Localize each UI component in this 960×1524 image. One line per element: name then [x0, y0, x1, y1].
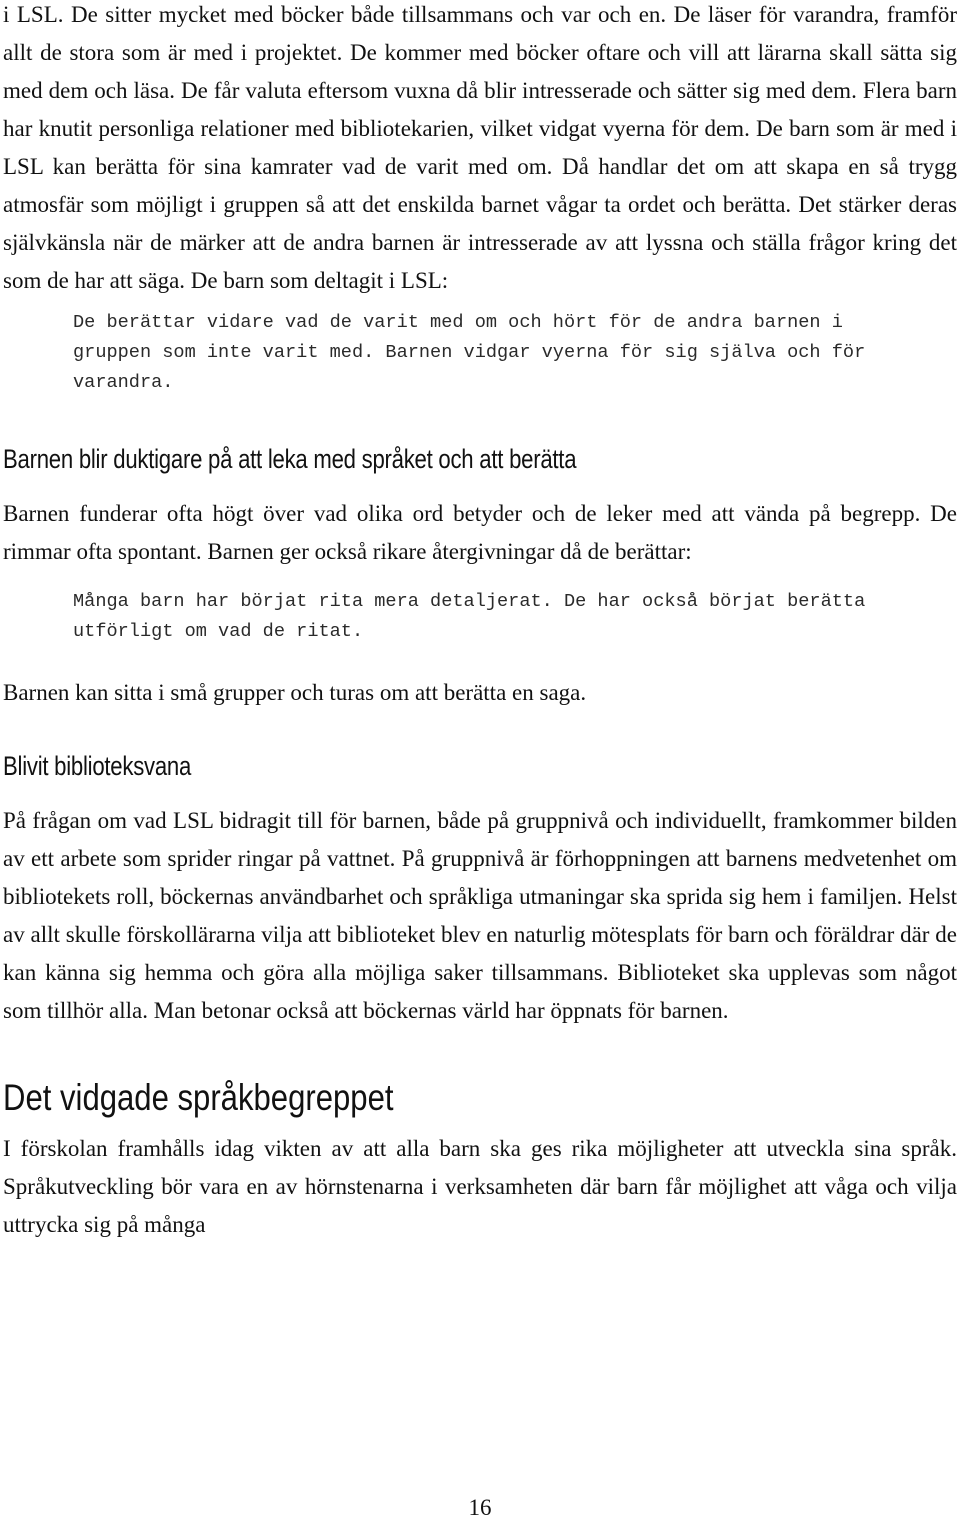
page-number: 16 [468, 1495, 492, 1520]
paragraph-forskolan: I förskolan framhålls idag vikten av att alla barn ska ges rika möjligheter att utveckla sina språk. Språkutveckling bör vara en av hörnstenarna i verksamheten där barn får möjlighet att våga och vilja uttrycka sig på många [3, 1136, 957, 1237]
heading-biblioteksvana: Blivit biblioteksvana [3, 751, 192, 781]
paragraph-lsl-books: i LSL. De sitter mycket med böcker både tillsammans och var och en. De läser för varandra, framför allt de stora som är med i projektet. De kommer med böcker oftare och vill att lärarna skall sätta sig med dem och läsa. De får valuta eftersom vuxna då blir intresserade och sätter sig med dem. Flera barn har knutit personliga relationer med bibliotekarien, vilket vidgat vyerna för dem. De barn som är med i LSL kan berätta för sina kamrater vad de varit med om. Då handlar det om att skapa en så trygg atmosfär som möjligt i gruppen så att det enskilda barnet vågar ta ordet och berätta. Det stärker deras självkänsla när de märker att de andra barnen är intresserade av att lyssna och ställa frågor kring det som de har att säga. De barn som deltagit i LSL: [3, 2, 957, 293]
paragraph-sma-grupper: Barnen kan sitta i små grupper och turas om att berätta en saga. [3, 680, 587, 705]
quote-rita-detaljerat: Många barn har börjat rita mera detaljerat. De har också börjat berätta utförligt om vad de ritat. [73, 591, 866, 642]
heading-sprakbegreppet: Det vidgade språkbegreppet [3, 1077, 394, 1118]
quote-berattar-vidare: De berättar vidare vad de varit med om och hört för de andra barnen i gruppen som inte varit med. Barnen vidgar vyerna för sig själva och för varandra. [73, 312, 866, 393]
heading-duktigare: Barnen blir duktigare på att leka med språket och att berätta [3, 444, 577, 474]
paragraph-ringar-pa-vattnet: På frågan om vad LSL bidragit till för barnen, både på gruppnivå och individuellt, framkommer bilden av ett arbete som sprider ringar på vattnet. På gruppnivå är förhoppningen att barnens medvetenhet om bibliotekets roll, böckernas användbarhet och språkliga utmaningar ska sprida sig hem i familjen. Helst av allt skulle förskollärarna vilja att biblioteket blev en naturlig mötesplats för barn och föräldrar där de kan känna sig hemma och göra alla möjliga saker tillsammans. Biblioteket ska upplevas som något som tillhör alla. Man betonar också att böckernas värld har öppnats för barnen. [3, 808, 957, 1023]
document-page [3, 0, 957, 1244]
paragraph-funderar: Barnen funderar ofta högt över vad olika ord betyder och de leker med att vända på begrepp. De rimmar ofta spontant. Barnen ger också rikare återgivningar då de berättar: [3, 501, 957, 564]
